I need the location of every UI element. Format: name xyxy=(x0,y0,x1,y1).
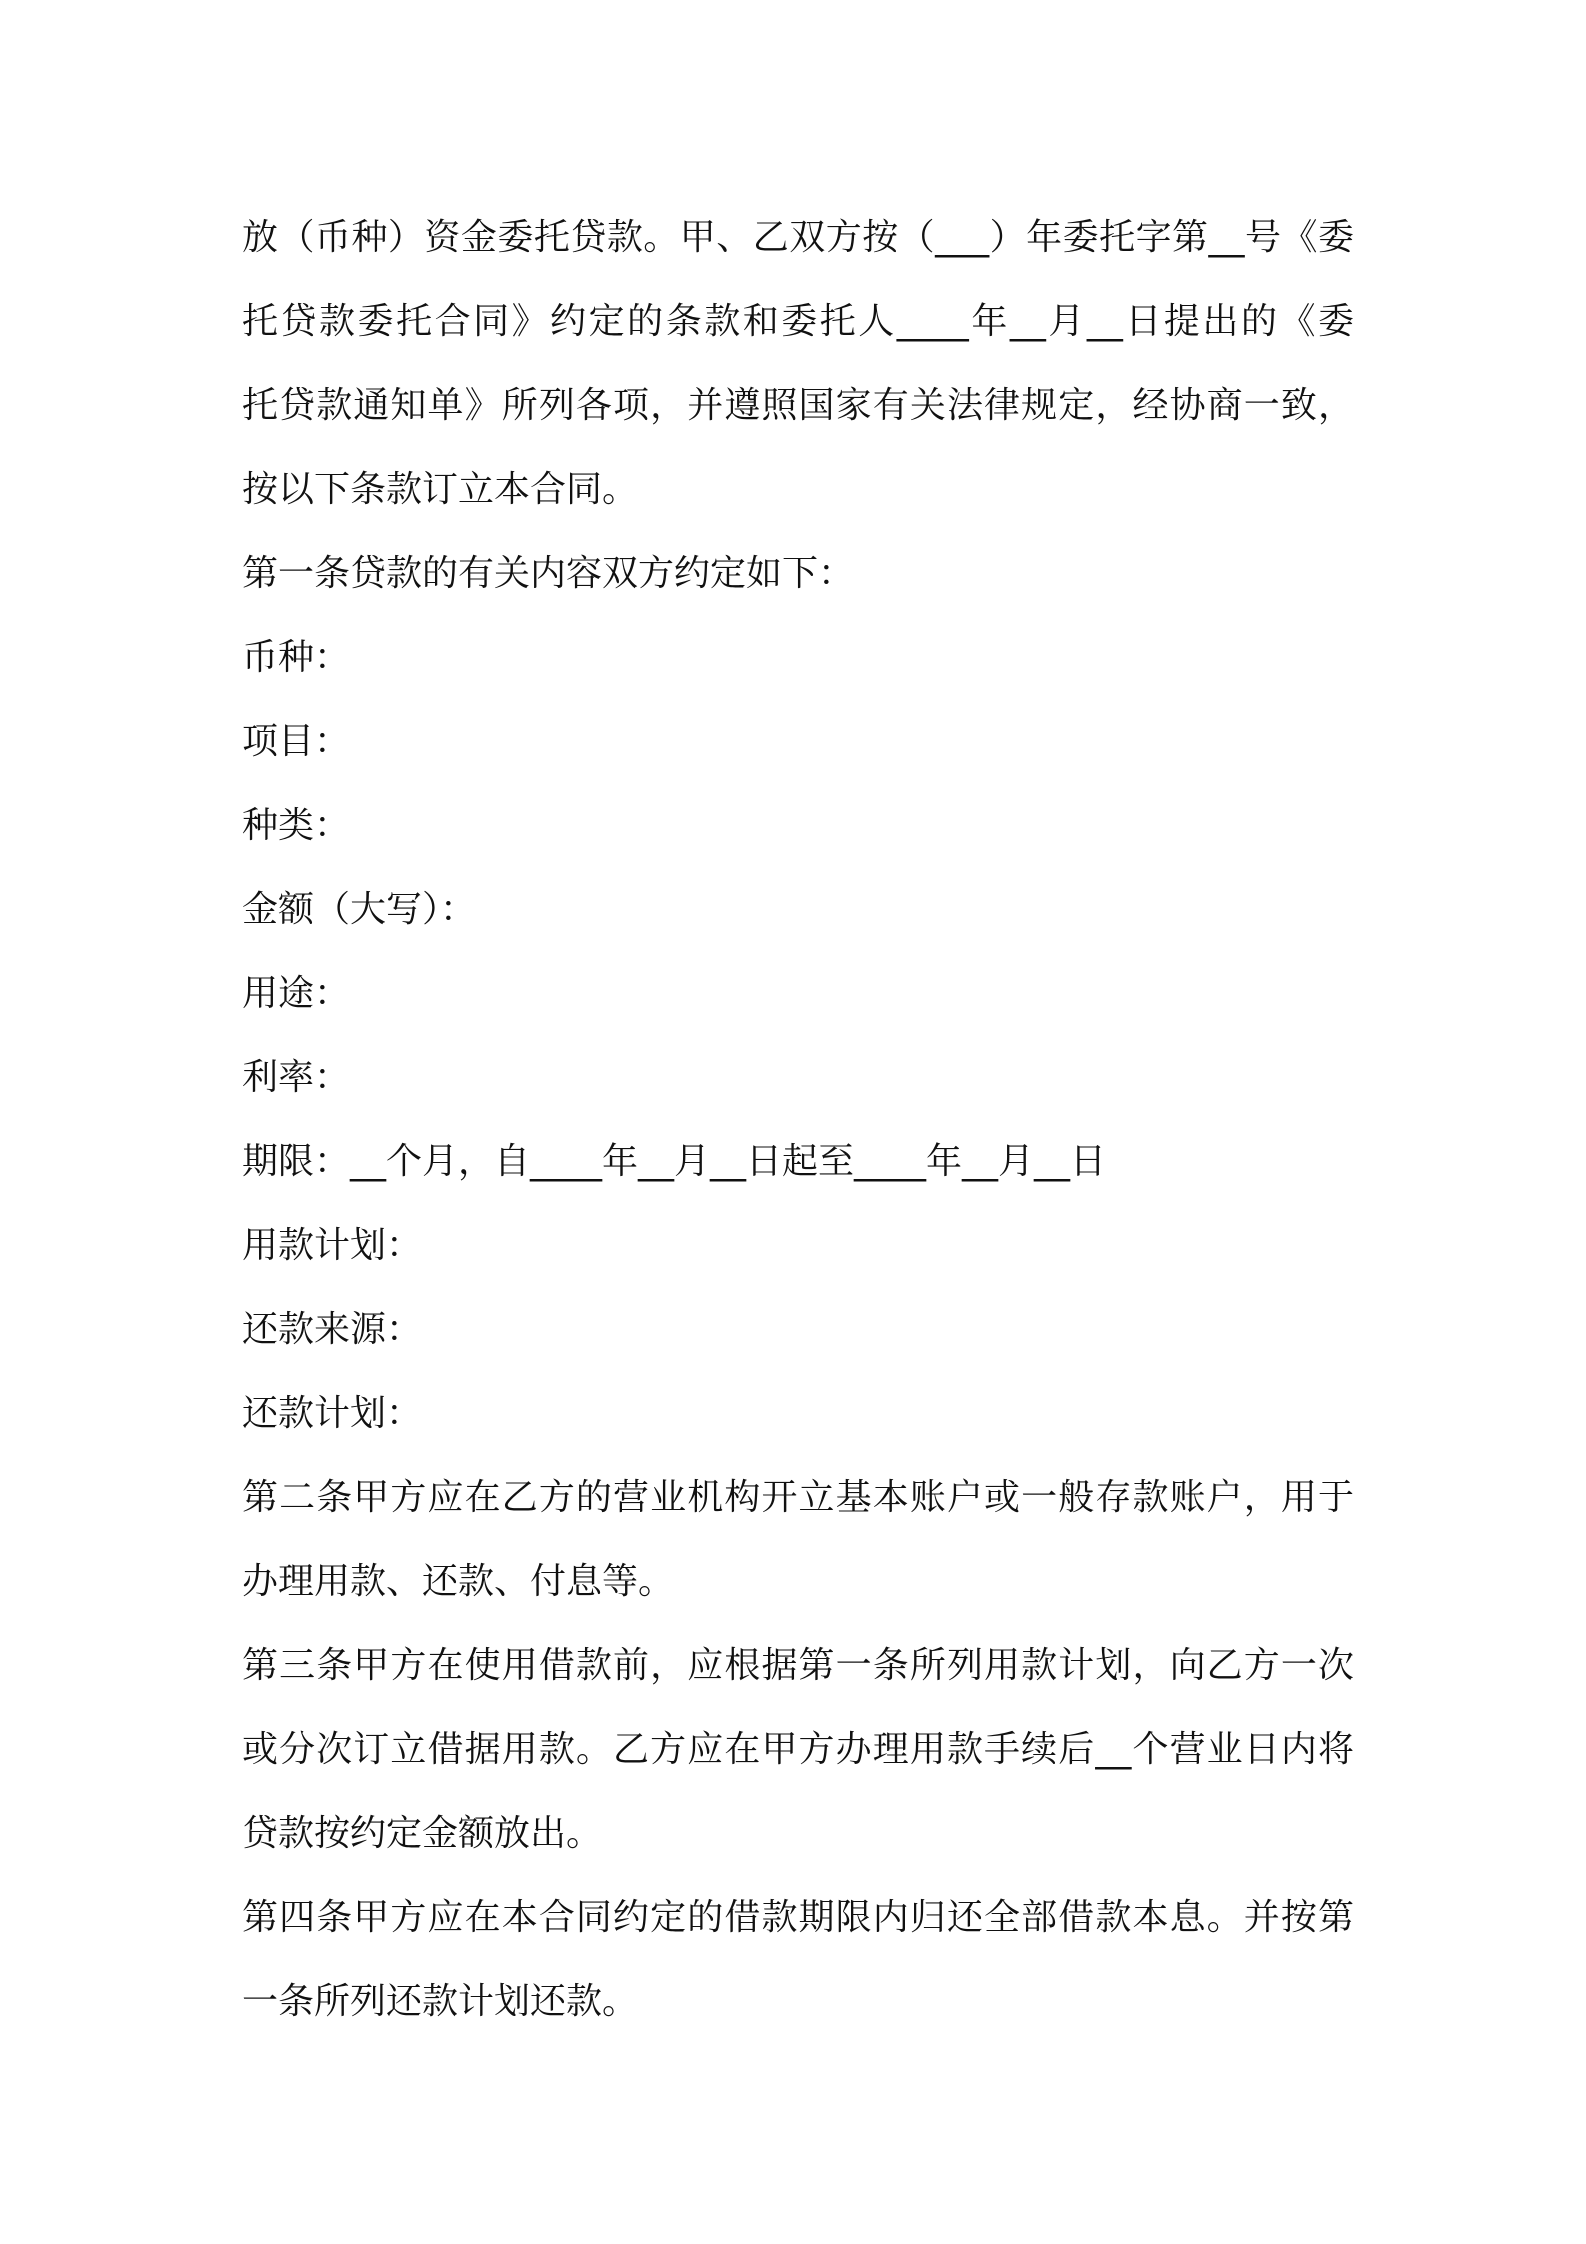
field-amount: 金额（大写）： xyxy=(242,889,477,930)
field-term: 期限：__个月，自____年__月__日起至____年__月__日 xyxy=(242,1141,1107,1182)
article-two-line: 第二条甲方应在乙方的营业机构开立基本账户或一般存款账户，用于 xyxy=(242,1477,1354,1518)
field-currency: 币种： xyxy=(242,637,351,678)
article-four-line: 一条所列还款计划还款。 xyxy=(242,1981,639,2022)
article-two-line: 办理用款、还款、付息等。 xyxy=(242,1561,675,1602)
article-three-line: 或分次订立借据用款。乙方应在甲方办理用款手续后__个营业日内将 xyxy=(242,1729,1354,1770)
field-interest-rate: 利率： xyxy=(242,1057,351,1098)
field-repayment-source: 还款来源： xyxy=(242,1309,423,1350)
field-type: 种类： xyxy=(242,805,351,846)
text-line: 按以下条款订立本合同。 xyxy=(242,469,639,510)
field-repayment-plan: 还款计划： xyxy=(242,1393,423,1434)
contract-body xyxy=(242,196,1354,2044)
field-project: 项目： xyxy=(242,721,351,762)
field-purpose: 用途： xyxy=(242,973,351,1014)
article-three-line: 第三条甲方在使用借款前，应根据第一条所列用款计划，向乙方一次 xyxy=(242,1645,1354,1686)
text-line: 托贷款委托合同》约定的条款和委托人____年__月__日提出的《委 xyxy=(242,301,1354,342)
article-four-line: 第四条甲方应在本合同约定的借款期限内归还全部借款本息。并按第 xyxy=(242,1897,1354,1938)
field-usage-plan: 用款计划： xyxy=(242,1225,423,1266)
text-line: 放（币种）资金委托贷款。甲、乙双方按（___）年委托字第__号《委 xyxy=(242,217,1354,258)
article-three-line: 贷款按约定金额放出。 xyxy=(242,1813,603,1854)
text-line: 托贷款通知单》所列各项，并遵照国家有关法律规定，经协商一致， xyxy=(242,385,1354,426)
article-one-heading: 第一条贷款的有关内容双方约定如下： xyxy=(242,553,855,594)
